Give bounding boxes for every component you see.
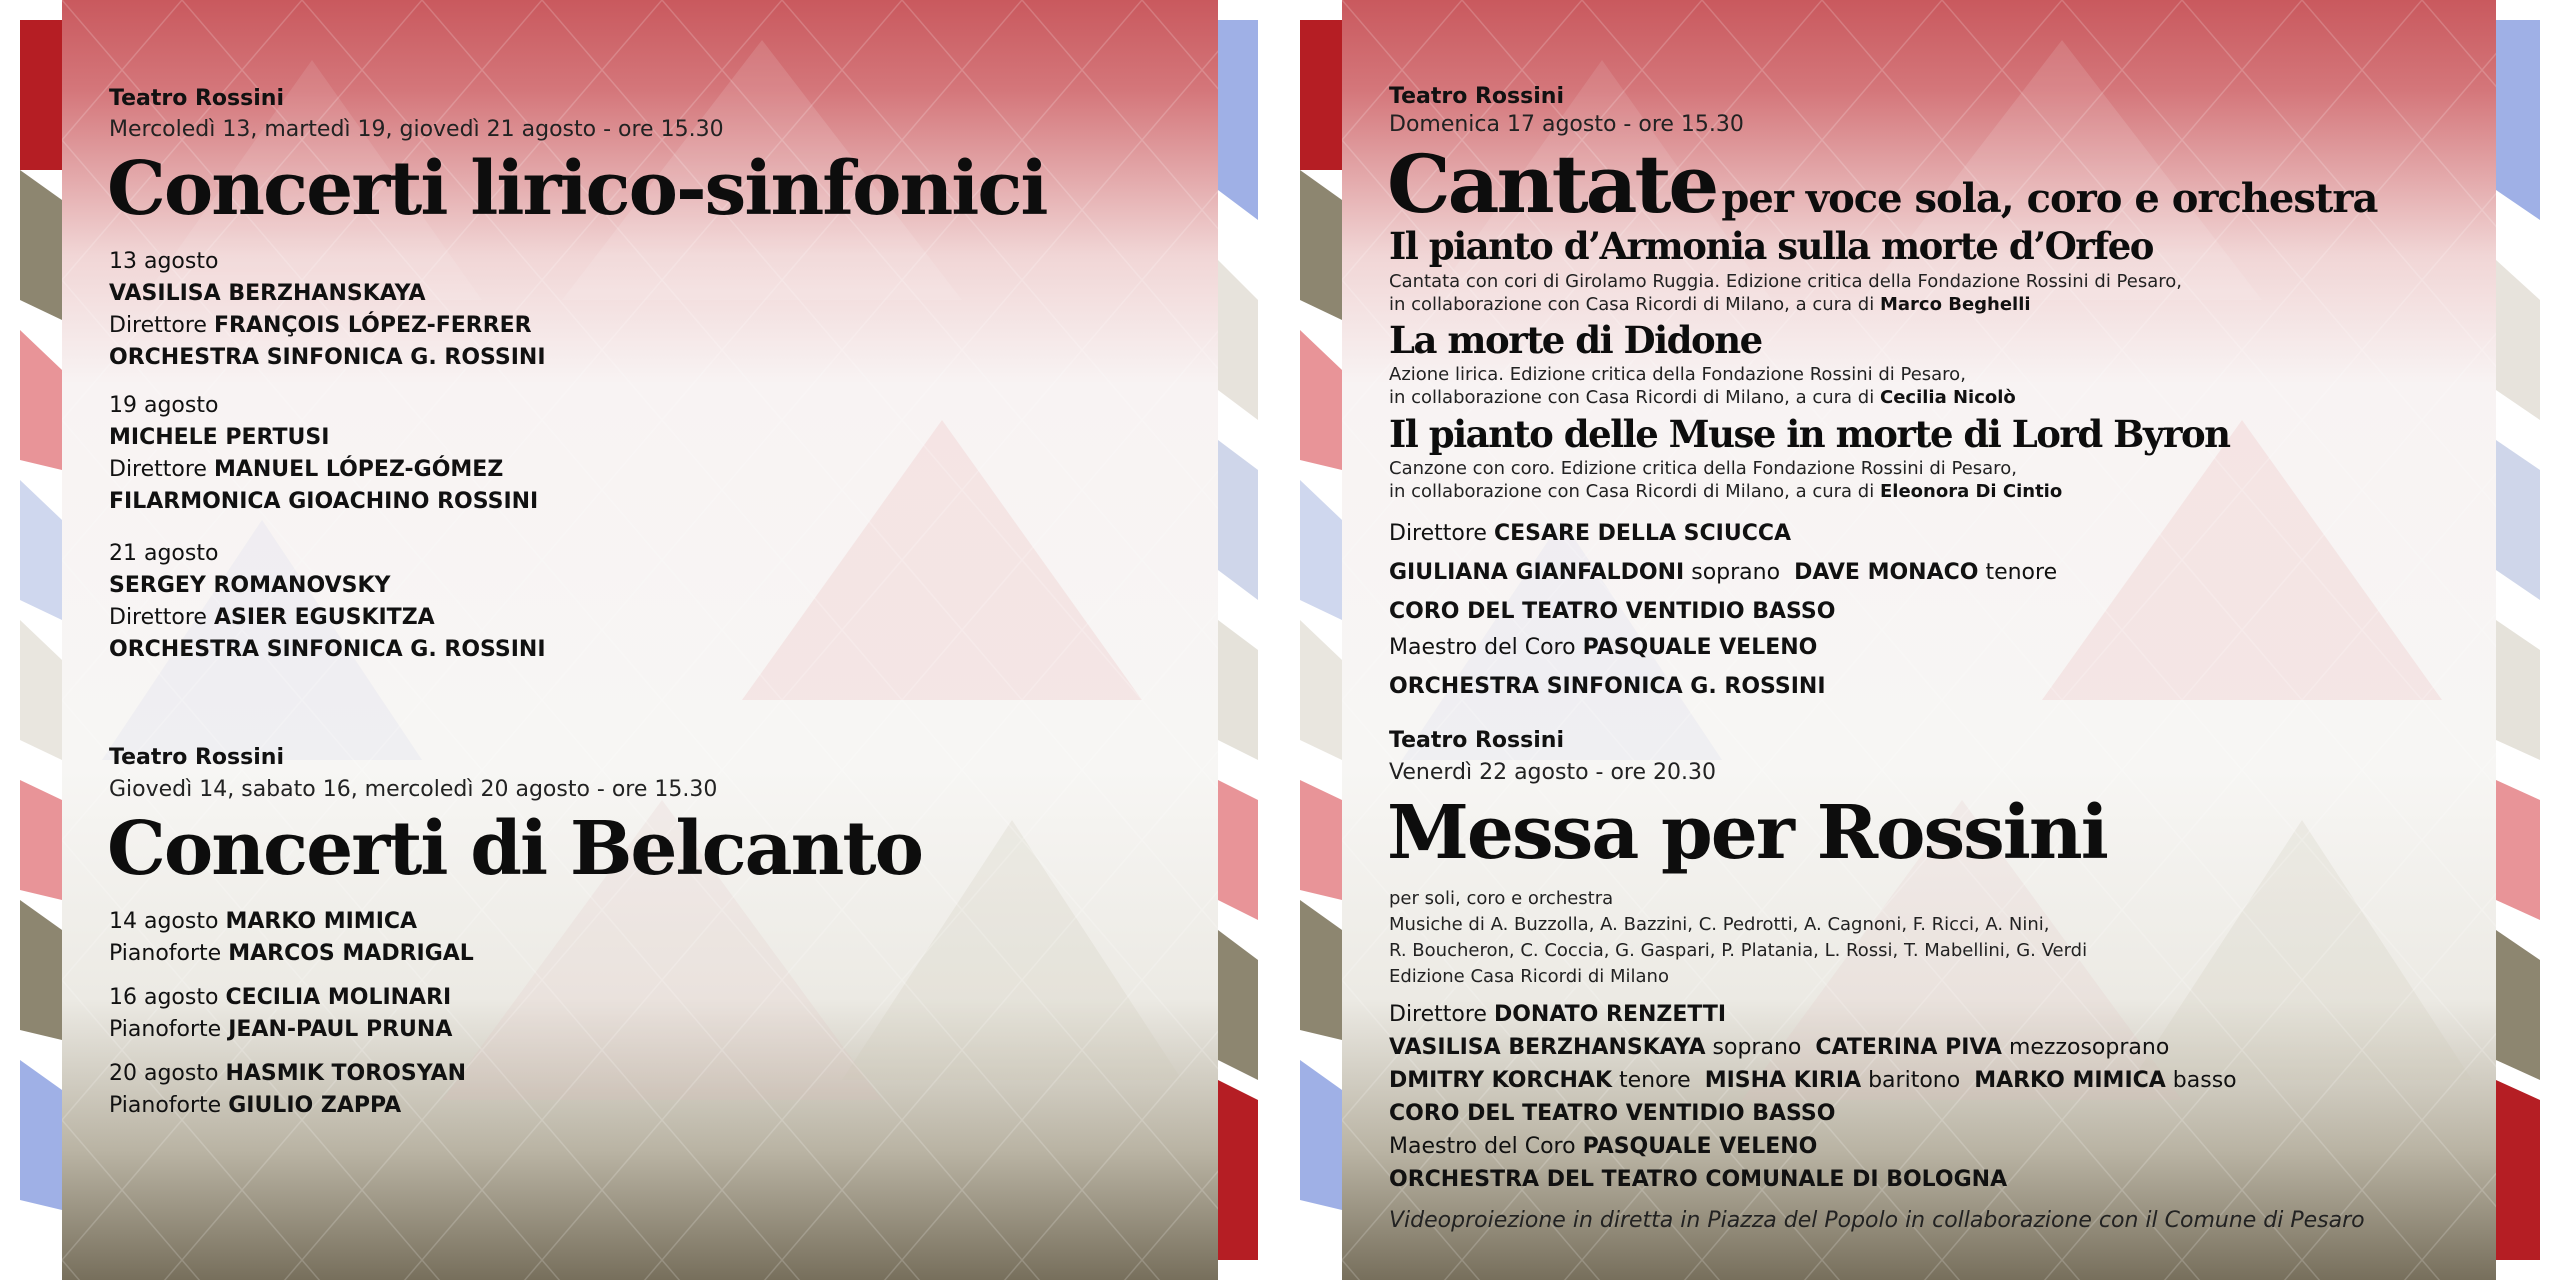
concert-date: 21 agosto: [109, 541, 219, 566]
concert-date: 19 agosto: [109, 393, 219, 418]
recital-entry: [109, 982, 452, 1046]
broadcast-note: Videoproiezione in diretta in Piazza del Popolo in collaborazione con il Comune di Pesaro: [1389, 1208, 2365, 1233]
soloist-role: baritono: [1868, 1068, 1961, 1093]
concert-entry: [109, 538, 546, 666]
work-curator: Eleonora Di Cintio: [1879, 481, 2063, 502]
concert-entry: [109, 390, 538, 518]
choir-master-name: PASQUALE VELENO: [1582, 635, 1818, 660]
section-dateline: Domenica 17 agosto - ore 15.30: [1389, 112, 1744, 137]
pianist-name: GIULIO ZAPPA: [228, 1093, 402, 1118]
recital-date: 16 agosto: [109, 985, 219, 1010]
orchestra-name: ORCHESTRA SINFONICA G. ROSSINI: [109, 637, 546, 662]
soloist-role: soprano: [1691, 560, 1781, 585]
right-panel: [1342, 0, 2496, 1280]
left-panel: [62, 0, 1218, 1280]
left-edge-strip-1: [20, 0, 62, 1280]
edition-line: Edizione Casa Ricordi di Milano: [1389, 966, 1669, 987]
choir-name: CORO DEL TEATRO VENTIDIO BASSO: [1389, 1101, 1836, 1126]
composers-line: Musiche di A. Buzzolla, A. Bazzini, C. Pedrotti, A. Cagnoni, F. Ricci, A. Nini,: [1389, 914, 2050, 935]
singer-name: CECILIA MOLINARI: [225, 985, 452, 1010]
soloist-name: GIULIANA GIANFALDONI: [1389, 560, 1685, 585]
section-dateline: Venerdì 22 agosto - ore 20.30: [1389, 760, 1716, 785]
section-title: Messa per Rossini: [1387, 790, 2107, 876]
soloist-name: VASILISA BERZHANSKAYA: [1389, 1035, 1706, 1060]
singer-name: HASMIK TOROSYAN: [225, 1061, 466, 1086]
concert-date: 13 agosto: [109, 249, 219, 274]
soloist-name: DAVE MONACO: [1794, 560, 1979, 585]
pianist-name: MARCOS MADRIGAL: [228, 941, 474, 966]
left-edge-strip-2: [1218, 0, 1258, 1280]
orchestra-name: ORCHESTRA DEL TEATRO COMUNALE DI BOLOGNA: [1389, 1167, 2008, 1192]
work-desc-line: in collaborazione con Casa Ricordi di Milano, a cura di: [1389, 387, 1875, 408]
section-title: Cantate: [1387, 137, 1717, 231]
performers-block: [1389, 998, 2237, 1196]
orchestra-name: ORCHESTRA SINFONICA G. ROSSINI: [109, 345, 546, 370]
soloist-role: soprano: [1712, 1035, 1802, 1060]
work-title: La morte di Didone: [1389, 318, 1762, 362]
section-venue: Teatro Rossini: [109, 745, 284, 770]
work-description: [1389, 886, 2087, 990]
orchestra-name: ORCHESTRA SINFONICA G. ROSSINI: [1389, 674, 1826, 699]
director-name: FRANÇOIS LÓPEZ-FERRER: [213, 313, 532, 338]
work-desc-line: Azione lirica. Edizione critica della Fondazione Rossini di Pesaro,: [1389, 364, 1966, 385]
soloist-name: MARKO MIMICA: [1974, 1068, 2166, 1093]
singer-name: VASILISA BERZHANSKAYA: [109, 281, 426, 306]
choir-master-label: Maestro del Coro: [1389, 1134, 1576, 1159]
section-title-rest: per voce sola, coro e orchestra: [1721, 175, 2378, 222]
work-description: [1389, 270, 2182, 316]
choir-master-label: Maestro del Coro: [1389, 635, 1576, 660]
performers-block: [1389, 514, 2057, 709]
soloist-name: MISHA KIRIA: [1704, 1068, 1862, 1093]
director-label: Direttore: [109, 457, 207, 482]
soloist-role: tenore: [1985, 560, 2058, 585]
work-title: Il pianto delle Muse in morte di Lord Byron: [1389, 412, 2230, 456]
recital-entry: [109, 906, 474, 970]
work-description: [1389, 363, 2016, 409]
director-label: Direttore: [1389, 1002, 1487, 1027]
section-dateline: Giovedì 14, sabato 16, mercoledì 20 agosto - ore 15.30: [109, 777, 718, 802]
choir-master-name: PASQUALE VELENO: [1582, 1134, 1818, 1159]
composers-line: R. Boucheron, C. Coccia, G. Gaspari, P. Platania, L. Rossi, T. Mabellini, G. Verdi: [1389, 940, 2088, 961]
section-dateline: Mercoledì 13, martedì 19, giovedì 21 agosto - ore 15.30: [109, 117, 724, 142]
concert-entry: [109, 246, 546, 374]
soloist-role: tenore: [1619, 1068, 1691, 1093]
section-title: Concerti lirico-sinfonici: [107, 146, 1047, 232]
soloist-name: DMITRY KORCHAK: [1389, 1068, 1613, 1093]
work-curator: Marco Beghelli: [1879, 294, 2031, 315]
work-title: Il pianto d’Armonia sulla morte d’Orfeo: [1389, 224, 2153, 268]
orchestra-name: FILARMONICA GIOACHINO ROSSINI: [109, 489, 539, 514]
soloist-name: CATERINA PIVA: [1815, 1035, 2002, 1060]
right-edge-strip-1: [1300, 0, 1342, 1280]
section-title: Concerti di Belcanto: [107, 806, 922, 892]
recital-date: 20 agosto: [109, 1061, 219, 1086]
work-desc-line: in collaborazione con Casa Ricordi di Milano, a cura di: [1389, 294, 1875, 315]
director-label: Direttore: [1389, 521, 1487, 546]
work-desc-line: in collaborazione con Casa Ricordi di Milano, a cura di: [1389, 481, 1875, 502]
recital-entry: [109, 1058, 466, 1122]
recital-date: 14 agosto: [109, 909, 219, 934]
section-venue: Teatro Rossini: [1389, 728, 1564, 753]
singer-name: MICHELE PERTUSI: [109, 425, 330, 450]
section-title-row: [1387, 137, 2378, 231]
soloist-role: mezzosoprano: [2008, 1035, 2170, 1060]
piano-label: Pianoforte: [109, 941, 222, 966]
section-venue: Teatro Rossini: [1389, 84, 1564, 109]
choir-name: CORO DEL TEATRO VENTIDIO BASSO: [1389, 599, 1836, 624]
pianist-name: JEAN-PAUL PRUNA: [228, 1017, 453, 1042]
singer-name: SERGEY ROMANOVSKY: [109, 573, 391, 598]
work-description: [1389, 457, 2062, 503]
work-desc-line: Cantata con cori di Girolamo Ruggia. Edizione critica della Fondazione Rossini di Pesaro,: [1389, 271, 2182, 292]
section-venue: Teatro Rossini: [109, 86, 284, 111]
director-name: ASIER EGUSKITZA: [213, 605, 435, 630]
director-label: Direttore: [109, 313, 207, 338]
work-desc-line: Canzone con coro. Edizione critica della Fondazione Rossini di Pesaro,: [1389, 458, 2017, 479]
director-label: Direttore: [109, 605, 207, 630]
piano-label: Pianoforte: [109, 1093, 222, 1118]
work-curator: Cecilia Nicolò: [1879, 387, 2016, 408]
director-name: DONATO RENZETTI: [1493, 1002, 1727, 1027]
director-name: MANUEL LÓPEZ-GÓMEZ: [213, 457, 504, 482]
soloist-role: basso: [2172, 1068, 2237, 1093]
right-edge-strip-2: [2496, 0, 2540, 1280]
singer-name: MARKO MIMICA: [225, 909, 418, 934]
director-name: CESARE DELLA SCIUCCA: [1493, 521, 1792, 546]
work-subtitle: per soli, coro e orchestra: [1389, 888, 1614, 909]
piano-label: Pianoforte: [109, 1017, 222, 1042]
